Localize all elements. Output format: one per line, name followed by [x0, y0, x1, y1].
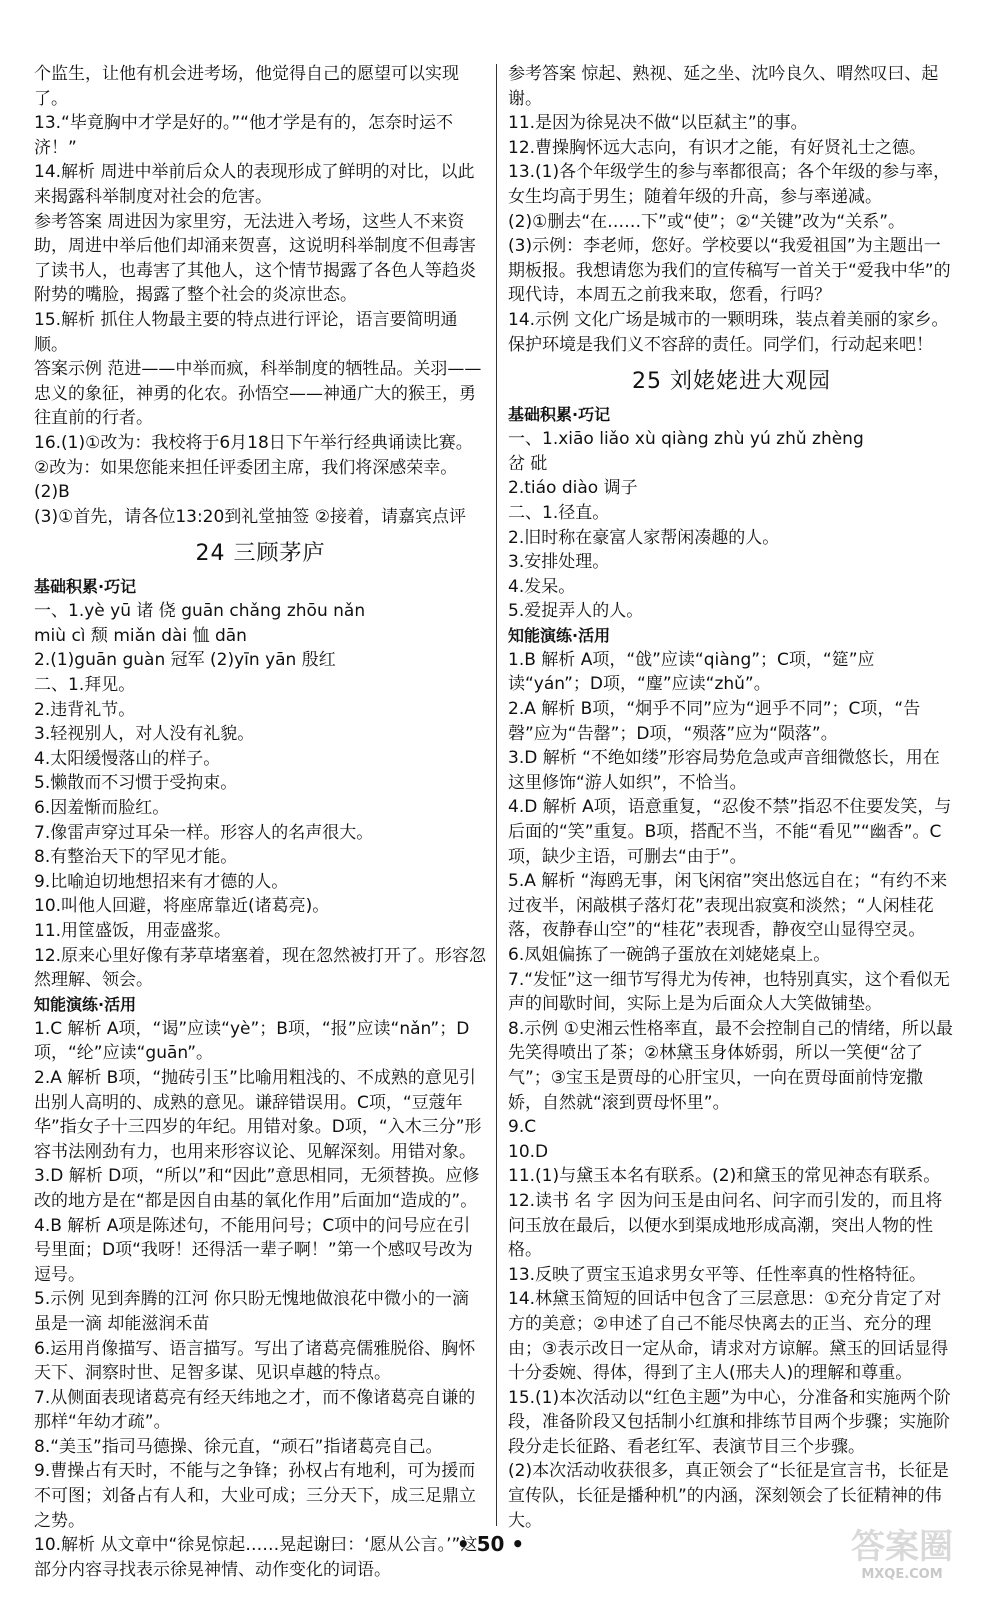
answer-line: 11.用筐盛饭，用壶盛浆。 [34, 921, 232, 941]
answer-line: 6.因羞惭而脸红。 [34, 798, 170, 819]
section-subhead: 知能演练·活用 [508, 625, 611, 645]
answer-line: (2)本次活动收获很多，真正领会了“长征是宣言书，长征是宣传队，长征是播种机”的内涵，深刻领会了长征精神的伟大。 [508, 1461, 949, 1531]
answer-line: 4.B 解析 A项是陈述句，不能用问号；C项中的问号应在引号里面；D项“我呀！还得活一辈子啊！”第一个感叹号改为逗号。 [34, 1215, 473, 1285]
answer-line: 5.懒散而不习惯于受拘束。 [34, 773, 238, 794]
answer-line: ②改为：如果您能来担任评委团主席，我们将深感荣幸。 [34, 457, 458, 478]
answer-line: 3.安排处理。 [508, 552, 610, 573]
answer-line: 5.示例 见到奔腾的江河 你只盼无愧地做浪花中微小的一滴 虽是一滴 却能滋润禾苗 [34, 1289, 470, 1334]
answer-line: 参考答案 惊起、熟视、延之坐、沈吟良久、喟然叹曰、起谢。 [508, 64, 939, 109]
answer-line: 8.示例 ①史湘云性格率直，最不会控制自己的情绪，所以最先笑得喷出了茶；②林黛玉身体娇弱，所以一笑便“岔了气”；③宝玉是贾母的心肝宝贝，一向在贾母面前恃宠撒娇，自然就“滚到贾母怀里”。 [508, 1018, 953, 1113]
left-column [34, 62, 487, 1582]
watermark [847, 1512, 957, 1582]
answer-line: 6.运用肖像描写、语言描写。写出了诸葛亮儒雅脱俗、胸怀天下、洞察时世、足智多谋、见识卓越的特点。 [34, 1338, 476, 1384]
watermark-logo: 答案圈 [851, 1527, 953, 1567]
answer-line: 13.反映了贾宝玉追求男女平等、任性率真的性格特征。 [508, 1264, 927, 1285]
answer-line: 11.是因为徐晃决不做“以臣弑主”的事。 [508, 113, 808, 134]
answer-line: 9.比喻迫切地想招来有才德的人。 [34, 871, 289, 892]
answer-line: 3.D 解析 D项，“所以”和“因此”意思相同，无须替换。应修改的地方是在“都是因自由基的氧化作用”后面加“造成的”。 [34, 1166, 480, 1211]
section-title: 25 刘姥姥进大观园 [632, 369, 831, 395]
answer-line: 个监生，让他有机会进考场，他觉得自己的愿望可以实现了。 [34, 64, 459, 109]
answer-line: 岔 砒 [508, 453, 548, 474]
answer-line: 9.C [508, 1117, 537, 1138]
answer-line: 1.B 解析 A项，“戗”应读“qiàng”；C项，“筵”应读“yán”；D项，“麈”应读“zhǔ”。 [508, 649, 875, 695]
answer-line: 7.“发怔”这一细节写得尤为传神，也特别真实，这个看似无声的间歇时间，实际上是为后面众人大笑做铺垫。 [508, 969, 950, 1015]
answer-line: 10.D [508, 1141, 549, 1162]
answer-line: 参考答案 周进因为家里穷，无法进入考场，这些人不来资助，周进中举后他们却涌来贺喜，这说明科举制度不但毒害了读书人，也毒害了其他人，这个情节揭露了各色人等趋炎附势的嘴脸，揭露了整个社会的炎凉世态。 [34, 211, 476, 306]
answer-line: (3)示例：李老师，您好。学校要以“我爱祖国”为主题出一期板报。我想请您为我们的宣传稿写一首关于“爱我中华”的现代诗，本周五之前我来取，您看，行吗？ [508, 236, 951, 306]
section-subhead: 知能演练·活用 [34, 994, 137, 1014]
answer-line: 7.从侧面表现诸葛亮有经天纬地之才，而不像诸葛亮自谦的那样“年幼才疏”。 [34, 1387, 476, 1433]
answer-line: (2)B [34, 482, 70, 503]
answer-line: (2)①删去“在……下”或“使”；②“关键”改为“关系”。 [508, 211, 906, 232]
answer-line: 16.(1)①改为：我校将于6月18日下午举行经典诵读比赛。 [34, 432, 473, 453]
answer-line: 11.(1)与黛玉本名有联系。(2)和黛玉的常见神态有联系。 [508, 1166, 941, 1187]
answer-line: 7.像雷声穿过耳朵一样。形容人的名声很大。 [34, 822, 374, 843]
answer-line: 2.(1)guān guàn 冠军 (2)yīn yān 殷红 [34, 650, 336, 671]
answer-line: 2.A 解析 B项，“炯乎不同”应为“迥乎不同”；C项，“告磬”应为“告罄”；D项，“殒落”应为“陨落”。 [508, 699, 921, 744]
watermark-text: MXQE.COM [861, 1567, 943, 1582]
answer-line: 15.解析 抓住人物最主要的特点进行评论，语言要简明通顺。 [34, 309, 458, 355]
answer-line: 15.(1)本次活动以“红色主题”为中心，分准备和实施两个阶段，准备阶段又包括制小红旗和排练节目两个步骤；实施阶段分走长征路、看老红军、表演节目三个步骤。 [508, 1387, 951, 1457]
section-subhead: 基础积累·巧记 [34, 577, 137, 597]
answer-line: 8.有整治天下的罕见才能。 [34, 847, 238, 868]
column-divider [496, 64, 497, 1526]
answer-line: 13.(1)各个年级学生的参与率都很高；各个年级的参与率，女生均高于男生；随着年级的升高，参与率递减。 [508, 162, 951, 207]
answer-line: 6.凤姐偏拣了一碗鸽子蛋放在刘姥姥桌上。 [508, 945, 831, 965]
answer-line: 14.解析 周进中举前后众人的表现形成了鲜明的对比，以此来揭露科举制度对社会的危害。 [34, 162, 475, 207]
answer-line: 12.原来心里好像有茅草堵塞着，现在忽然被打开了。形容忽然理解、领会。 [34, 945, 487, 991]
section-title: 24 三顾茅庐 [195, 541, 326, 567]
section-subhead: 基础积累·巧记 [508, 405, 611, 425]
answer-line: 12.读书 名 字 因为问玉是由问名、问字而引发的，而且将问玉放在最后，以便水到渠成地形成高潮，突出人物的性格。 [508, 1190, 943, 1261]
answer-line: 1.C 解析 A项，“谒”应读“yè”；B项，“报”应读“nǎn”；D项，“纶”应读“guān”。 [34, 1018, 470, 1064]
answer-line: 5.爱捉弄人的人。 [508, 601, 644, 622]
answer-line: 答案示例 范进——中举而疯，科举制度的牺牲品。关羽——忠义的象征，神勇的化农。孙悟空——神通广大的猴王，勇往直前的行者。 [34, 359, 482, 429]
answer-line: 4.发呆。 [508, 576, 576, 597]
answer-line: 8.“美玉”指司马德操、徐元直，“顽石”指诸葛亮自己。 [34, 1436, 443, 1457]
answer-line: 4.D 解析 A项，语意重复，“忍俊不禁”指忍不住要发笑，与后面的“笑”重复。B项，搭配不当，不能“看见”“幽香”。C项，缺少主语，可删去“由于”。 [508, 797, 952, 867]
answer-line: 14.林黛玉简短的回话中包含了三层意思：①充分肯定了对方的美意；②申述了自己不能尽快离去的正当、充分的理由；③表示改日一定从命，请求对方谅解。黛玉的回话显得十分委婉、得体，得到了主人(邢夫人)的理解和尊重。 [508, 1289, 949, 1384]
answer-line: 二、1.拜见。 [34, 675, 136, 696]
answer-line: 2.tiáo diào 调子 [508, 478, 638, 499]
answer-line: 5.A 解析 “海鸥无事，闲飞闲宿”突出悠远自在；“有约不来过夜半，闲敲棋子落灯花”表现出寂寞和淡然；“人闲桂花落，夜静春山空”的“桂花”表现香，静夜空山显得空灵。 [508, 871, 948, 941]
page-number: • 50 • [456, 1532, 525, 1556]
answer-line: miù cì 颓 miǎn dài 恤 dān [34, 625, 247, 646]
answer-line: 9.曹操占有天时，不能与之争锋；孙权占有地利，可为援而不可图；刘备占有人和，大业可成；三分天下，成三足鼎立之势。 [34, 1461, 476, 1531]
answer-line: 一、1.xiāo liǎo xù qiàng zhù yú zhǔ zhèng [508, 429, 864, 450]
right-column [508, 62, 955, 1533]
answer-line: 4.太阳缓慢落山的样子。 [34, 748, 221, 769]
answer-line: 二、1.径直。 [508, 502, 610, 523]
answer-line: 10.叫他人回避，将座席靠近(诸葛亮)。 [34, 896, 330, 917]
answer-line: 一、1.yè yū 诸 侥 guān chǎng zhōu nǎn [34, 601, 366, 622]
answer-line: 12.曹操胸怀远大志向，有识才之能，有好贤礼士之德。 [508, 137, 927, 158]
answer-line: (3)①首先，请各位13:20到礼堂抽签 ②接着，请嘉宾点评 [34, 506, 466, 527]
answer-line: 2.旧时称在豪富人家帮闲凑趣的人。 [508, 527, 780, 548]
answer-line: 3.轻视别人，对人没有礼貌。 [34, 724, 255, 745]
answer-line: 13.“毕竟胸中才学是好的。”“他才学是有的，怎奈时运不济！” [34, 113, 453, 158]
answer-line: 14.示例 文化广场是城市的一颗明珠，装点着美丽的家乡。保护环境是我们义不容辞的责任。同学们，行动起来吧！ [508, 309, 949, 355]
answer-line: 2.A 解析 B项，“抛砖引玉”比喻用粗浅的、不成熟的意见引出别人高明的、成熟的意见。谦辞错误用。C项，“豆蔻年华”指女子十三四岁的年纪。用错对象。D项，“入木三分”形容书法刚劲有力，也用来形容议论、见解深刻。用错对象。 [34, 1067, 482, 1162]
answer-line: 3.D 解析 “不绝如缕”形容局势危急或声音细微悠长，用在这里修饰“游人如织”，不恰当。 [508, 748, 940, 793]
answer-line: 2.违背礼节。 [34, 699, 136, 720]
answer-line: 10.解析 从文章中“徐晃惊起……晃起谢曰：‘愿从公言。’”这部分内容寻找表示徐晃神情、动作变化的词语。 [34, 1535, 478, 1580]
